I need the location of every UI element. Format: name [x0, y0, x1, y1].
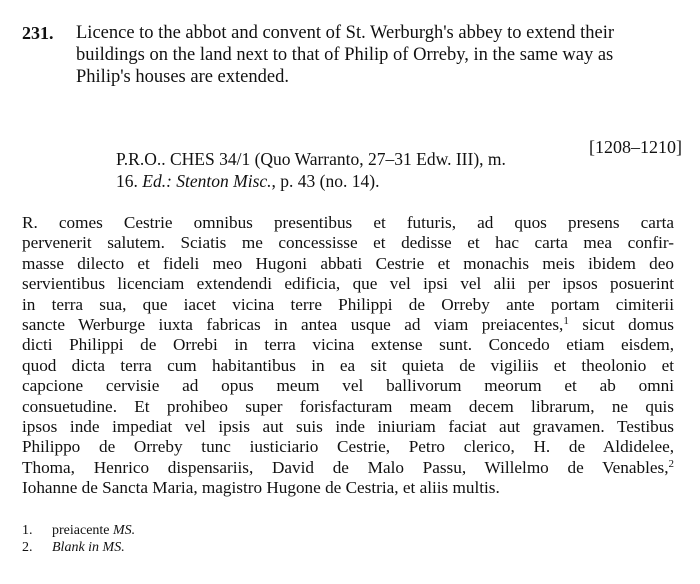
charter-line: dicti Philippi de Orrebi in terra vicina extense sunt. Concedo etiam eisdem,: [22, 335, 674, 355]
charter-line: in terra sua, que iacet vicina terre Philippi de Orreby ante portam cimiterii: [22, 294, 674, 314]
charter-line: pervenerit salutem. Sciatis me concessisse et dedisse et hac carta mea confir-: [22, 233, 674, 253]
summary-line: Philip's houses are extended.: [76, 67, 289, 87]
footnote: [22, 522, 422, 539]
footnote-mark: 2: [668, 457, 674, 470]
charter-line: Iohanne de Sancta Maria, magistro Hugone de Cestria, et aliis multis.: [22, 478, 500, 498]
footnote-number: 2.: [22, 540, 33, 555]
charter-line: R. comes Cestrie omnibus presentibus et futuris, ad quos presens carta: [22, 213, 674, 232]
charter-line: capcione cervisie ad opus meum vel ballivorum meorum et ab omni: [22, 376, 674, 396]
charter-line-text: Thoma, Henrico dispensariis, David de Malo Passu, Willelmo de Venables,: [22, 457, 669, 477]
summary-line: Licence to the abbot and convent of St. Werburgh's abbey to extend their: [76, 23, 615, 43]
charter-line: consuetudine. Et prohibeo super forisfacturam meam decem librarum, ne quis: [22, 396, 674, 416]
footnote-word: preiacente: [52, 523, 110, 538]
footnotes: [22, 522, 422, 556]
charter-line: quod dicta terra cum habitantibus in ea sit quieta de vigiliis et theolonio et: [22, 355, 674, 375]
edition-prefix: 16.: [116, 171, 143, 191]
entry-date: [1208–1210]: [589, 137, 682, 157]
source-references: [116, 148, 656, 192]
charter-line: ipsos inde impediat vel ipsis aut suis inde iniuriam faciat aut gravamen. Testibus: [22, 416, 674, 436]
footnote-mark: 1: [563, 314, 569, 327]
edition-detail: , p. 43 (no. 14).: [271, 171, 380, 191]
edition-label: Ed.:: [142, 171, 172, 191]
summary-line: buildings on the land next to that of Philip of Orreby, in the same way as: [76, 45, 614, 65]
charter-line-text: sancte Werburge iuxta fabricas in antea usque ad viam preiacentes,: [22, 314, 564, 334]
edition-line: [116, 170, 656, 192]
charter-line-with-note: [22, 315, 674, 335]
charter-line: masse dilecto et fideli meo Hugoni abbati Cestrie et monachis meis ibidem deo: [22, 253, 674, 273]
footnote: [22, 539, 422, 556]
charter-line-text: sicut domus: [568, 314, 674, 334]
entry-summary: [76, 22, 682, 88]
entry-number: 231.: [22, 23, 54, 43]
charter-text: [22, 213, 674, 498]
charter-line: Philippo de Orreby tunc iusticiario Cestrie, Petro clerico, H. de Aldidelee,: [22, 437, 674, 457]
footnote-number: 1.: [22, 523, 33, 538]
source-line: P.R.O.. CHES 34/1 (Quo Warranto, 27–31 Edw. III), m.: [116, 149, 506, 169]
footnote-text: Blank in MS.: [52, 540, 125, 555]
footnote-text: MS.: [113, 523, 136, 538]
charter-line-with-note: [22, 458, 674, 478]
charter-line: servientibus licenciam extendendi edificia, que vel ipsi vel alii per ipsos posuerint: [22, 274, 674, 294]
edition-work: Stenton Misc.: [176, 171, 272, 191]
